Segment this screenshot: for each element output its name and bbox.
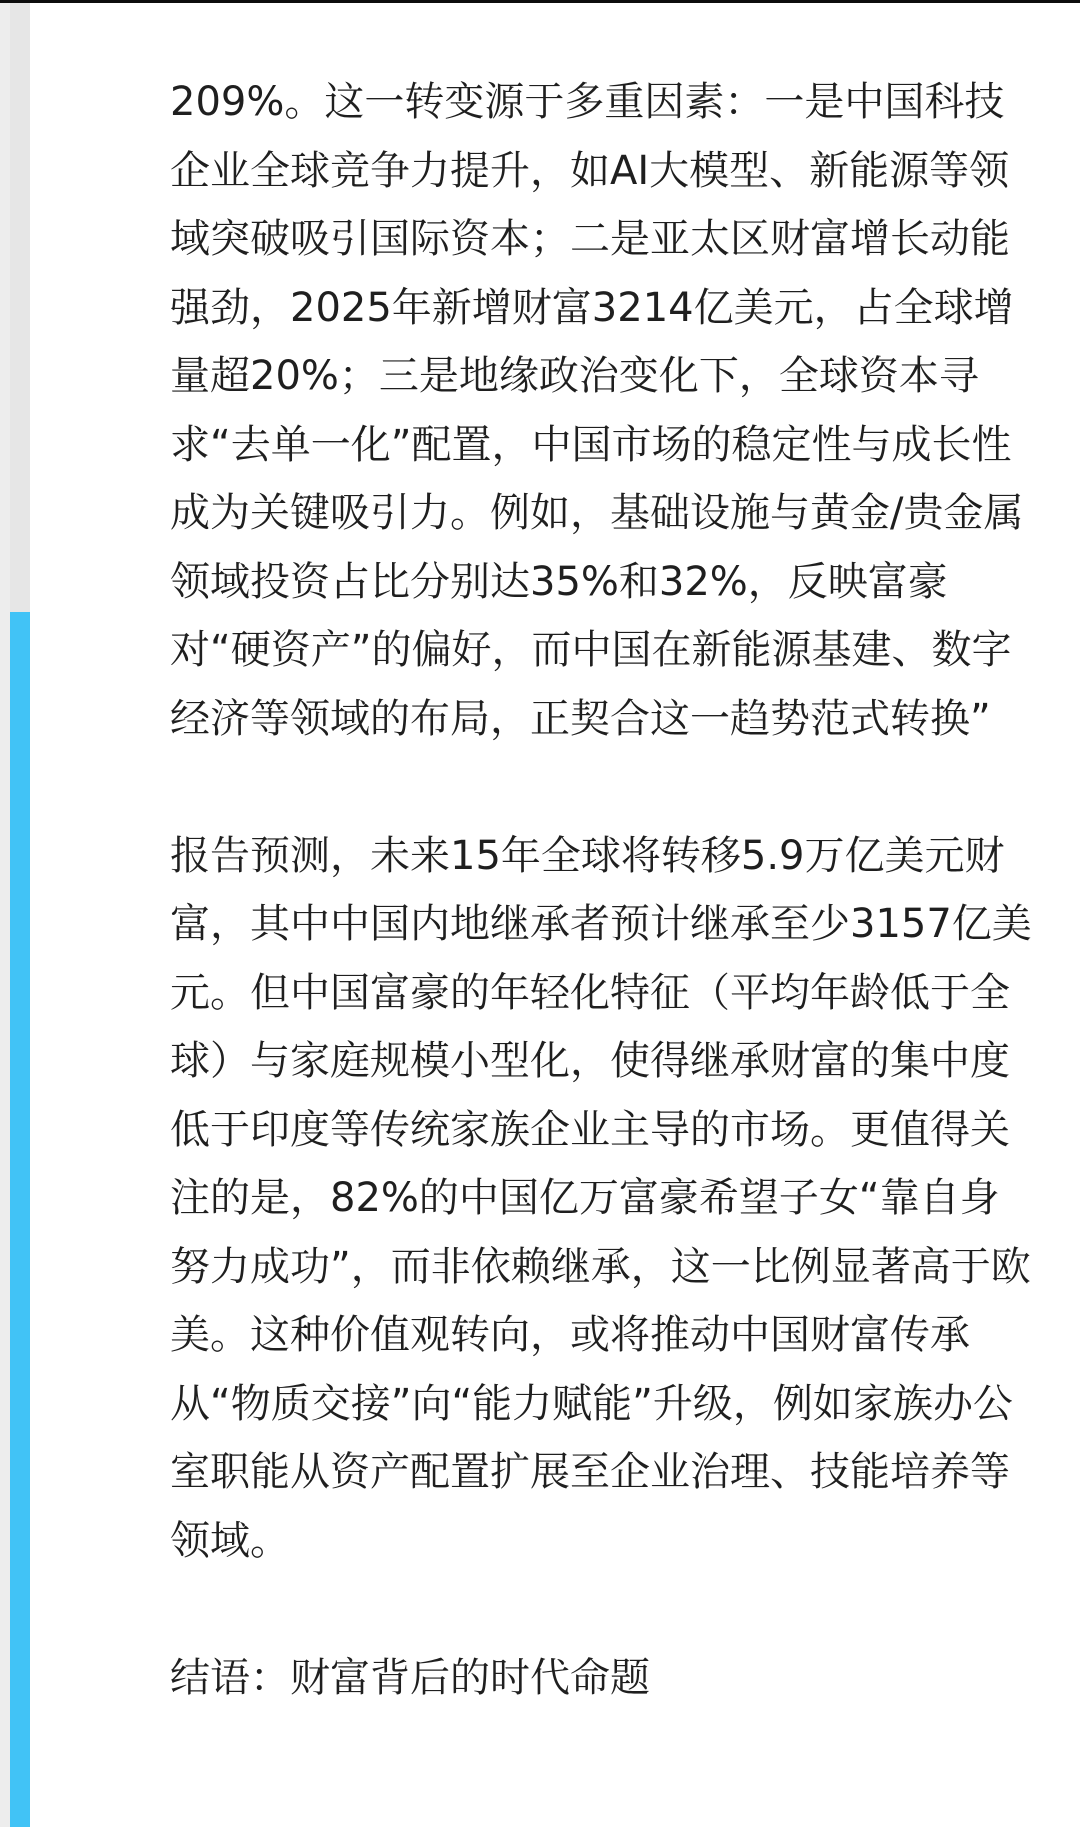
top-edge-bar: [0, 0, 1080, 3]
paragraph-line: 领域投资占比分别达35%和32%，反映富豪: [170, 558, 948, 605]
article-body: [170, 68, 1032, 1712]
paragraph-line: 富，其中中国内地继承者预计继承至少3157亿美: [170, 901, 1032, 947]
paragraph-line: 成为关键吸引力。例如，基础设施与黄金/贵金属: [170, 490, 1024, 536]
paragraph-line: 努力成功”，而非依赖继承，这一比例显著高于欧: [170, 1243, 1031, 1290]
paragraph-1: [170, 68, 1025, 753]
paragraph-line: 报告预测，未来15年全球将转移5.9万亿美元财: [170, 832, 1005, 879]
reading-progress-bar: [10, 612, 30, 1827]
paragraph-line: 领域。: [170, 1517, 290, 1564]
paragraph-line: 美。这种价值观转向，或将推动中国财富传承: [170, 1312, 970, 1358]
paragraph-line: 域突破吸引国际资本；二是亚太区财富增长动能: [170, 216, 1010, 262]
scroll-track: [10, 3, 30, 612]
paragraph-line: 209%。这一转变源于多重因素：一是中国科技: [170, 79, 1005, 125]
paragraph-line: 从“物质交接”向“能力赋能”升级，例如家族办公: [170, 1380, 1013, 1427]
paragraph-line: 室职能从资产配置扩展至企业治理、技能培养等: [170, 1449, 1010, 1495]
paragraph-line: 注的是，82%的中国亿万富豪希望子女“靠自身: [170, 1175, 1000, 1221]
paragraph-line: 对“硬资产”的偏好，而中国在新能源基建、数字: [170, 627, 1012, 673]
paragraph-spacer: [170, 1575, 1025, 1644]
paragraph-spacer: [170, 753, 1025, 822]
paragraph-line: 求“去单一化”配置，中国市场的稳定性与成长性: [170, 421, 1012, 468]
paragraph-line: 企业全球竞争力提升，如AI大模型、新能源等领: [170, 147, 1010, 194]
paragraph-line: 球）与家庭规模小型化，使得继承财富的集中度: [170, 1038, 1010, 1084]
paragraph-2: [170, 822, 1032, 1576]
paragraph-line: 元。但中国富豪的年轻化特征（平均年龄低于全: [170, 969, 1010, 1016]
paragraph-line: 强劲，2025年新增财富3214亿美元，占全球增: [170, 284, 1014, 331]
paragraph-line: 经济等领域的布局，正契合这一趋势范式转换”: [170, 695, 991, 742]
section-heading-text: 结语：财富背后的时代命题: [170, 1654, 650, 1701]
section-heading: [170, 1644, 1025, 1713]
paragraph-line: 量超20%；三是地缘政治变化下，全球资本寻: [170, 353, 979, 399]
paragraph-line: 低于印度等传统家族企业主导的市场。更值得关: [170, 1106, 1010, 1153]
